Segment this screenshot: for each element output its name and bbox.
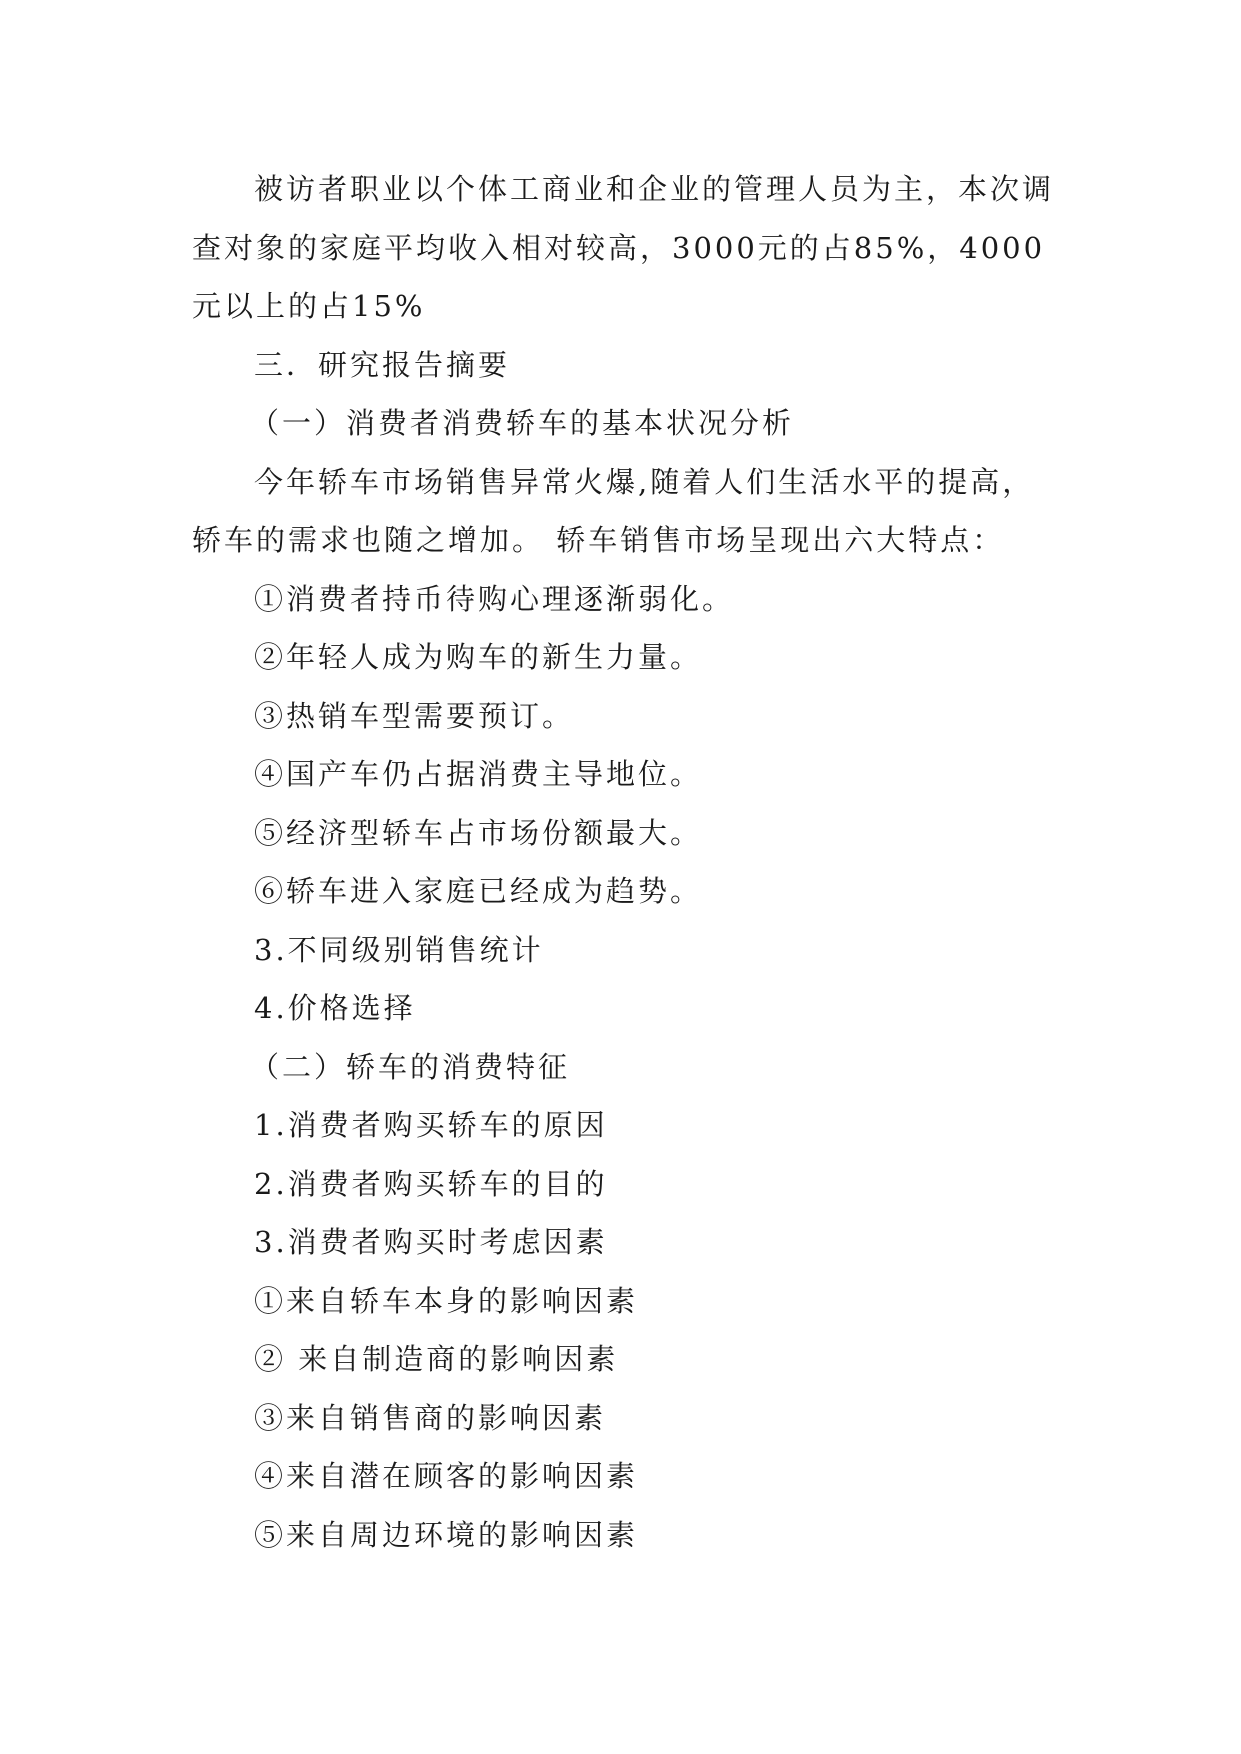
market-paragraph: 今年轿车市场销售异常火爆,随着人们生活水平的提高，轿车的需求也随之增加。 轿车销售市场呈现出六大特点： — [192, 464, 1035, 557]
factor-item: ② 来自制造商的影响因素 — [254, 1342, 619, 1376]
section-heading: 三．研究报告摘要 — [254, 347, 511, 382]
numbered-item: 3.不同级别销售统计 — [254, 932, 544, 967]
factor-item: ⑤来自周边环境的影响因素 — [254, 1517, 639, 1552]
intro-paragraph: 被访者职业以个体工商业和企业的管理人员为主，本次调查对象的家庭平均收入相对较高，3000元的占85%，4000元以上的占15% — [192, 172, 1055, 323]
document-body — [192, 160, 1060, 1564]
factor-item: ①来自轿车本身的影响因素 — [254, 1283, 639, 1318]
feature-item: ⑥轿车进入家庭已经成为趋势。 — [254, 874, 703, 908]
feature-item: ①消费者持币待购心理逐渐弱化。 — [254, 581, 735, 616]
factor-item: ④来自潜在顾客的影响因素 — [254, 1459, 639, 1493]
numbered-item: 2.消费者购买轿车的目的 — [254, 1166, 608, 1201]
feature-item: ②年轻人成为购车的新生力量。 — [254, 640, 703, 674]
subsection-1-heading: （一）消费者消费轿车的基本状况分析 — [250, 406, 795, 440]
numbered-item: 1.消费者购买轿车的原因 — [254, 1108, 608, 1142]
numbered-item: 3.消费者购买时考虑因素 — [254, 1225, 608, 1259]
factor-item: ③来自销售商的影响因素 — [254, 1400, 607, 1435]
feature-item: ④国产车仍占据消费主导地位。 — [254, 757, 703, 791]
feature-item: ⑤经济型轿车占市场份额最大。 — [254, 815, 703, 850]
numbered-item: 4.价格选择 — [254, 991, 416, 1025]
subsection-2-heading: （二）轿车的消费特征 — [250, 1049, 571, 1084]
feature-item: ③热销车型需要预订。 — [254, 698, 575, 733]
